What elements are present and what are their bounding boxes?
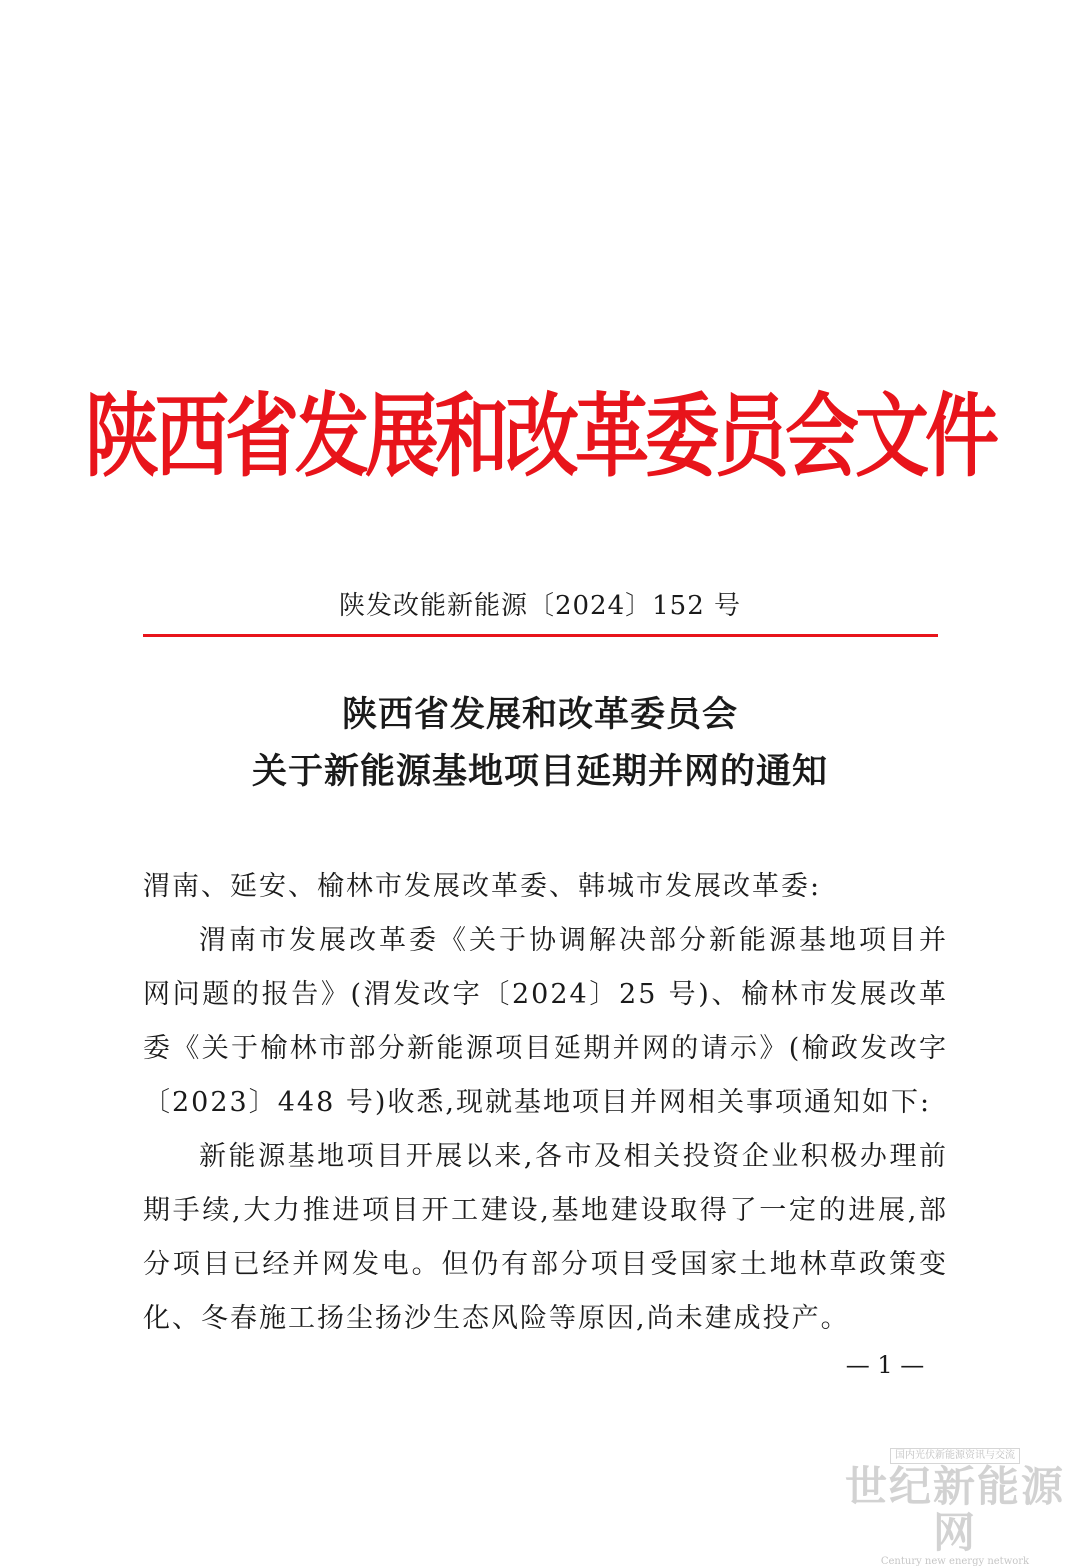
watermark-logo <box>840 1443 1070 1567</box>
watermark-subtitle: Century new energy network <box>880 1556 1030 1567</box>
document-number: 陕发改能新能源〔2024〕152 号 <box>338 591 742 621</box>
red-divider-line <box>143 634 938 637</box>
page-number: — 1 — <box>845 1351 925 1379</box>
notice-title-line-2: 关于新能源基地项目延期并网的通知 <box>251 752 828 792</box>
salutation: 渭南、延安、榆林市发展改革委、韩城市发展改革委: <box>143 871 822 902</box>
body-paragraph-2: 新能源基地项目开展以来,各市及相关投资企业积极办理前期手续,大力推进项目开工建设,基地建设取得了一定的进展,部分项目已经并网发电。但仍有部分项目受国家土地林草政策变化、冬春施工扬尘扬沙生态风险等原因,尚未建成投产。 <box>143 1141 948 1334</box>
body-paragraph-1: 渭南市发展改革委《关于协调解决部分新能源基地项目并网问题的报告》(渭发改字〔2024〕25 号)、榆林市发展改革委《关于榆林市部分新能源项目延期并网的请示》(榆政发改字〔2023〕448 号)收悉,现就基地项目并网相关事项通知如下: <box>143 925 948 1118</box>
notice-title-line-1: 陕西省发展和改革委员会 <box>341 695 738 735</box>
watermark-main-text: 世纪新能源网 <box>844 1462 1065 1557</box>
notice-body <box>143 860 948 1346</box>
issuer-letterhead-title: 陕西省发展和改革委员会文件 <box>85 384 995 490</box>
watermark-tag: 国内光伏新能源资讯与交流 <box>890 1448 1020 1464</box>
notice-title <box>0 687 1080 801</box>
